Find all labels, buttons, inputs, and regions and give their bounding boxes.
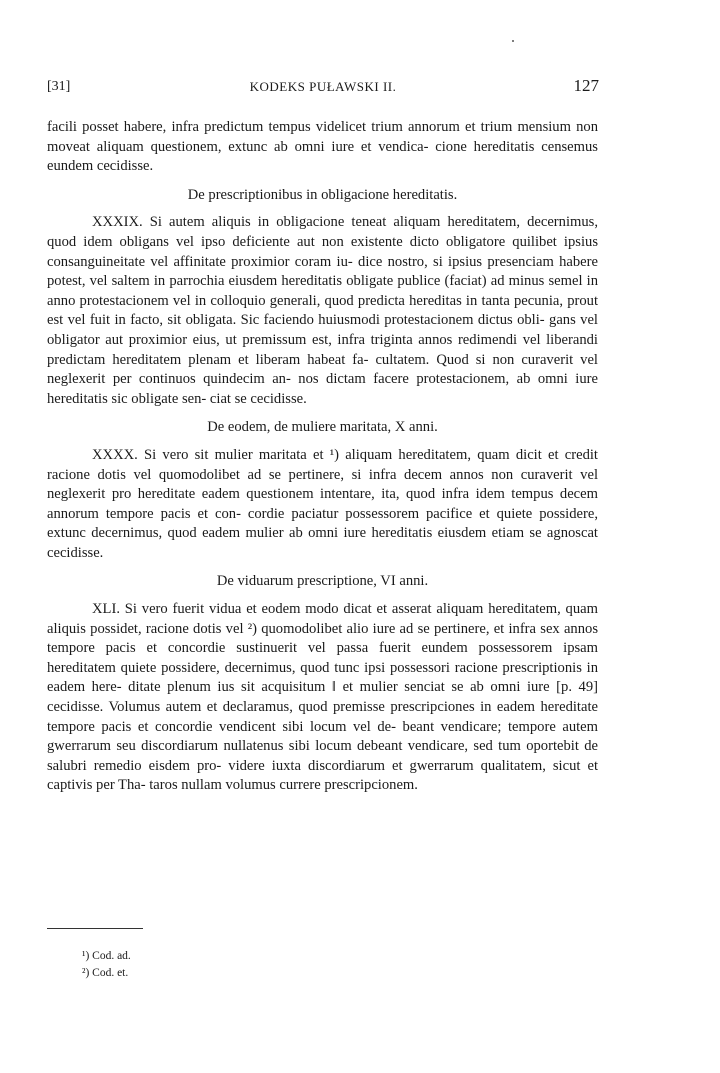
paragraph-xli: XLI. Si vero fuerit vidua et eodem modo dicat et asserat aliquam hereditatem, quam aliquis possidet, racione dotis vel ²) quomodolibet alio iure ad se pertinere, et infra sex annos tempore pacis et concordie sustinuerit vel passa fuerit eundem possessorem ipsam hereditatem quiete possidere, decernimus, quod tunc ipsi possessori racione prescriptionis in eadem here- ditate plenum ius sit acquisitum ‖ et mulier senciat se ab omni iure [p. 49] cecidisse. Volumus autem et declaramus, quod premisse prescripciones in eadem hereditate tempore pacis et concordie vendicent sibi locum vel de- beant vendicare; tempore autem gwerrarum seu discordiarum nullatenus sibi locum debeant vendicare, sed tum oportebit de salubri remedio eisdem pro- videre iuxta discordiarum et gwerrarum qualitatem, sicut et captivis per Tha- taros nullam volumus currere prescripcionem. — [47, 601, 598, 794]
section-heading-obligacione: De prescriptionibus in obligacione hereditatis. — [187, 186, 458, 203]
section-heading-viduarum: De viduarum prescriptione, VI anni. — [216, 573, 429, 590]
paragraph-continuation: facili posset habere, infra predictum tempus videlicet trium annorum et trium mensium non moveat aliquam questionem, extunc ab omni iure et vendica- cione hereditatis censemus eundem cecidisse. — [47, 119, 598, 175]
running-header — [47, 76, 599, 100]
page-number: 127 — [573, 76, 599, 95]
section-mark: [31] — [47, 79, 71, 94]
footnote-rule — [47, 928, 143, 929]
running-title: KODEKS PUŁAWSKI II. — [249, 79, 397, 94]
footnote-item — [82, 965, 131, 982]
footnote-item — [82, 948, 131, 965]
body-text — [47, 118, 598, 796]
section-heading-muliere-maritata: De eodem, de muliere maritata, X anni. — [207, 419, 438, 436]
page-speck — [512, 40, 514, 42]
footnotes — [82, 948, 131, 982]
paragraph-xxxx: XXXX. Si vero sit mulier maritata et ¹) aliquam hereditatem, quam dicit et credit racione dotis vel quomodolibet ad se pertinere, si infra decem annos non curaverit vel neglexerit pro hereditate eadem questionem intentare, ita, quod infra idem tempus decem annorum tempore pacis et con- cordie paciatur possessorem pacifice et quiete possidere, extunc decernimus, quod eadem mulier ab omni iure hereditatis eiusdem etiam se agnoscat cecidisse. — [47, 446, 598, 561]
footnote-text: Cod. et. — [92, 967, 129, 979]
footnote-text: Cod. ad. — [92, 950, 131, 962]
footnote-mark: ²) — [82, 967, 90, 979]
paragraph-xxxix: XXXIX. Si autem aliquis in obligacione teneat aliquam hereditatem, decernimus, quod idem obligans vel ipso deficiente aut non existente dicto obligatore quilibet ipsius consanguineitate vel affinitate proximior coram iu- dice nostro, si ipsius presenciam habere potest, vel saltem in parrochia eiusdem hereditatis obligate publice (faciat) ad minus semel in anno protestacionem vel in colloquio generali, quod predicta hereditas in tanta pecunia, prout est vel fuit in facto, sit obligata. Sic faciendo huiusmodi protestacionem dictus obli- gans vel obligator aut proximior eius, ut premissum est, infra triginta annos redimendi vel liberandi predictam hereditatem plenam et liberam habeat fa- cultatem. Quod si non curaverit vel neglexerit per continuos quindecim an- nos dictam facere protestacionem, ab omni iure hereditatis sic obligate sen- ciat se cecidisse. — [47, 214, 598, 407]
footnote-mark: ¹) — [82, 950, 90, 962]
